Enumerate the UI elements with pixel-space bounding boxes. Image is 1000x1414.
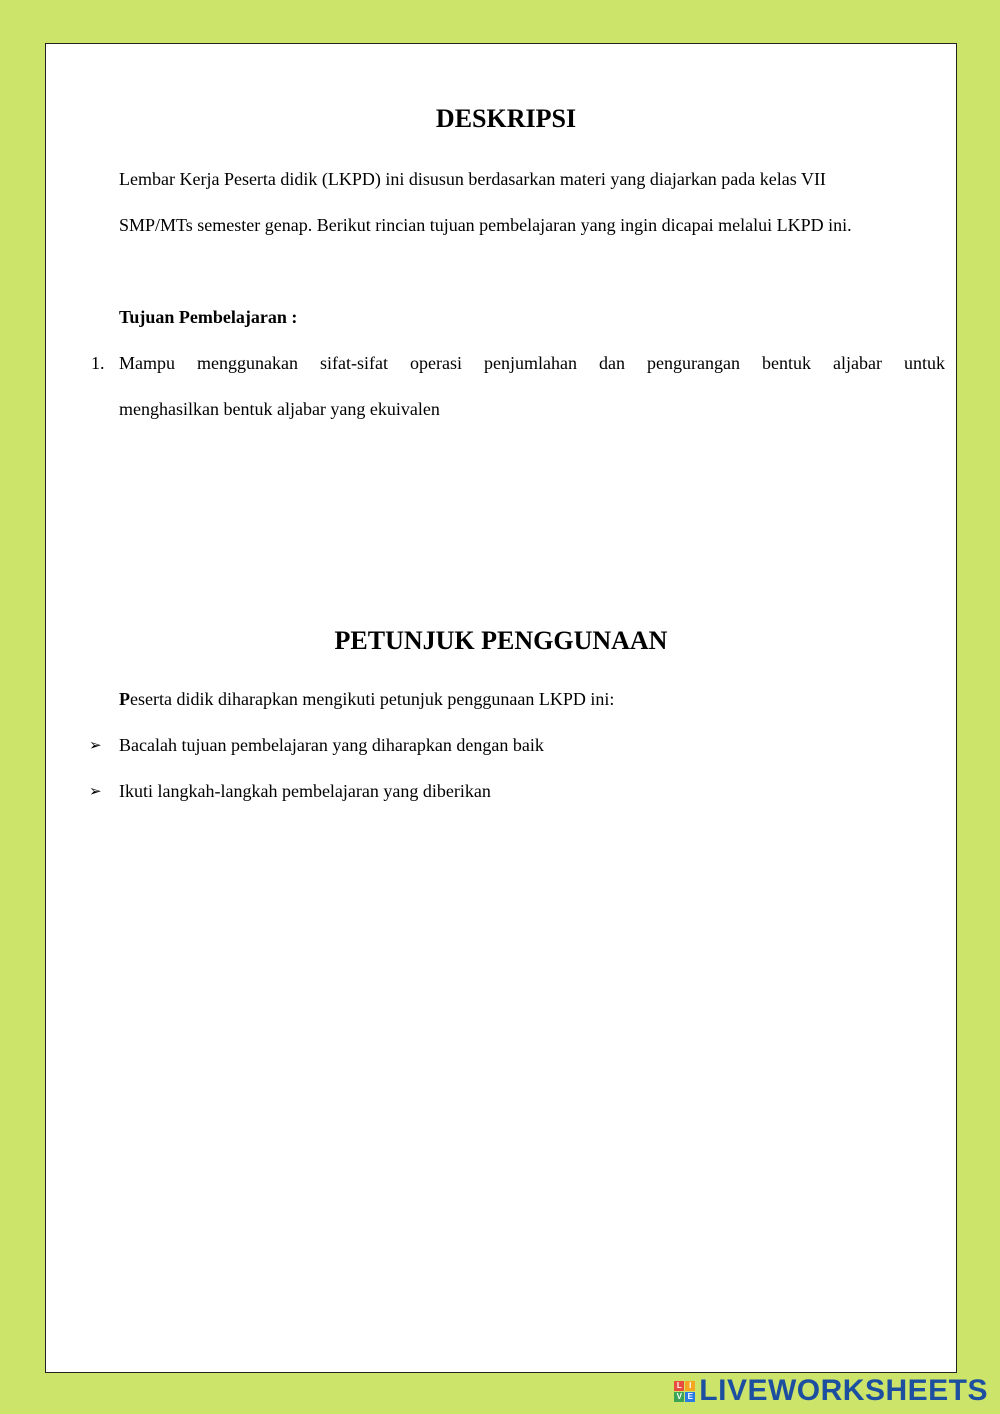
deskripsi-line-2: SMP/MTs semester genap. Berikut rincian tujuan pembelajaran yang ingin dicapai melalui LKPD ini. (119, 215, 852, 235)
logo-icon-letter: V (674, 1392, 684, 1402)
petunjuk-item: Bacalah tujuan pembelajaran yang diharapkan dengan baik (119, 735, 544, 755)
petunjuk-item: Ikuti langkah-langkah pembelajaran yang diberikan (119, 781, 491, 801)
logo-icon-letter: E (685, 1392, 695, 1402)
arrow-bullet-icon: ➢ (89, 784, 102, 800)
objective-line-2: menghasilkan bentuk aljabar yang ekuivalen (119, 399, 440, 419)
petunjuk-intro (119, 676, 614, 722)
petunjuk-intro-initial: P (119, 689, 130, 709)
liveworksheets-brand-text: LIVEWORKSHEETS (699, 1374, 988, 1407)
tujuan-pembelajaran-title: Tujuan Pembelajaran : (119, 307, 298, 327)
deskripsi-heading: DESKRIPSI (435, 104, 577, 133)
liveworksheets-logo-icon (674, 1381, 695, 1402)
arrow-bullet-icon: ➢ (89, 738, 102, 754)
liveworksheets-logo (674, 1374, 988, 1408)
objective-item (119, 340, 945, 432)
objective-number: 1. (91, 353, 105, 373)
petunjuk-heading: PETUNJUK PENGGUNAAN (334, 626, 668, 655)
deskripsi-line-1: Lembar Kerja Peserta didik (LKPD) ini disusun berdasarkan materi yang diajarkan pada kelas VII (119, 169, 826, 189)
petunjuk-intro-rest: eserta didik diharapkan mengikuti petunjuk penggunaan LKPD ini: (130, 689, 615, 709)
objective-line-1: Mampu menggunakan sifat-sifat operasi penjumlahan dan pengurangan bentuk aljabar untuk (119, 353, 945, 373)
deskripsi-paragraph (119, 156, 949, 248)
worksheet-page (45, 43, 957, 1373)
logo-icon-letter: L (674, 1381, 684, 1391)
logo-icon-letter: I (685, 1381, 695, 1391)
